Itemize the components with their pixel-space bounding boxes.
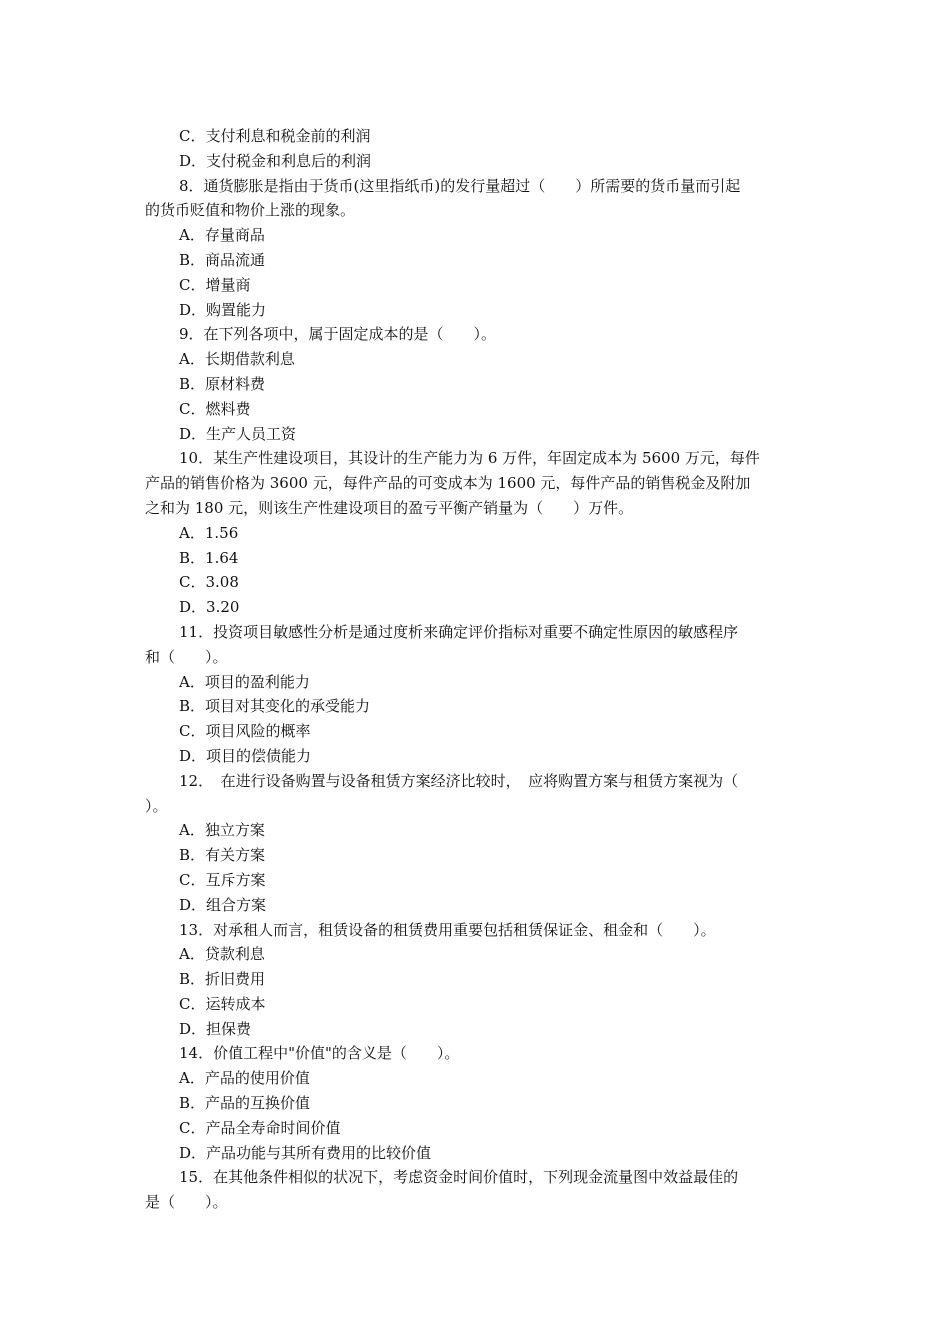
question-line: 13．对承租人而言，租赁设备的租赁费用重要包括租赁保证金、租金和（ ）。 [179, 920, 716, 939]
answer-option: C．产品全寿命时间价值 [179, 1118, 341, 1137]
answer-option: A．产品的使用价值 [179, 1069, 310, 1088]
answer-option: D．担保费 [179, 1019, 252, 1038]
question-text-block [145, 124, 809, 1215]
answer-option: A．长期借款利息 [179, 350, 295, 369]
answer-option: D．购置能力 [179, 300, 267, 319]
question-line: 8．通货膨胀是指由于货币(这里指纸币)的发行量超过（ ）所需要的货币量而引起 [179, 176, 741, 195]
question-continuation: 之和为 180 元，则该生产性建设项目的盈亏平衡产销量为（ ）万件。 [145, 498, 634, 517]
question-continuation: 的货币贬值和物价上涨的现象。 [145, 201, 356, 220]
answer-option: C．运转成本 [179, 994, 266, 1013]
answer-option: A．存量商品 [179, 226, 265, 245]
question-continuation: 是（ ）。 [145, 1193, 228, 1212]
answer-option: D．生产人员工资 [179, 424, 297, 443]
answer-option: B．原材料费 [179, 374, 266, 393]
question-line: 10．某生产性建设项目，其设计的生产能力为 6 万件，年固定成本为 5600 万元，每件 [179, 449, 760, 468]
answer-option: C．互斥方案 [179, 870, 266, 889]
answer-option: B．产品的互换价值 [179, 1094, 311, 1113]
answer-option: B．折旧费用 [179, 970, 266, 989]
answer-option: B．商品流通 [179, 250, 266, 269]
answer-option: A．独立方案 [179, 821, 265, 840]
answer-option: B．有关方案 [179, 846, 266, 865]
answer-option: A．项目的盈利能力 [179, 672, 310, 691]
answer-option: C．支付利息和税金前的利润 [179, 127, 371, 145]
question-continuation: 和（ ）。 [145, 647, 228, 666]
answer-option: C．项目风险的概率 [179, 722, 311, 741]
question-line: 12． 在进行设备购置与设备租赁方案经济比较时， 应将购置方案与租赁方案视为（ [179, 771, 739, 790]
answer-option: A．贷款利息 [179, 945, 265, 964]
answer-option: D．3.20 [179, 598, 240, 617]
answer-option: C．增量商 [179, 275, 251, 294]
question-line: 11．投资项目敏感性分析是通过度析来确定评价指标对重要不确定性原因的敏感程序 [179, 622, 739, 641]
question-continuation: 产品的销售价格为 3600 元，每件产品的可变成本为 1600 元，每件产品的销售税金及附加 [145, 474, 751, 493]
question-line: 14．价值工程中"价值"的含义是（ ）。 [179, 1044, 460, 1063]
answer-option: D．产品功能与其所有费用的比较价值 [179, 1143, 432, 1162]
answer-option: A．1.56 [179, 523, 239, 542]
answer-option: C．3.08 [179, 573, 239, 592]
answer-option: C．燃料费 [179, 399, 251, 418]
question-continuation: ）。 [145, 796, 168, 815]
answer-option: D．支付税金和利息后的利润 [179, 151, 372, 170]
answer-option: D．组合方案 [179, 895, 267, 914]
question-line: 9．在下列各项中，属于固定成本的是（ ）。 [179, 325, 497, 344]
answer-option: B．1.64 [179, 548, 239, 567]
answer-option: B．项目对其变化的承受能力 [179, 697, 371, 716]
answer-option: D．项目的偿债能力 [179, 746, 312, 765]
question-line: 15．在其他条件相似的状况下，考虑资金时间价值时，下列现金流量图中效益最佳的 [179, 1168, 739, 1187]
